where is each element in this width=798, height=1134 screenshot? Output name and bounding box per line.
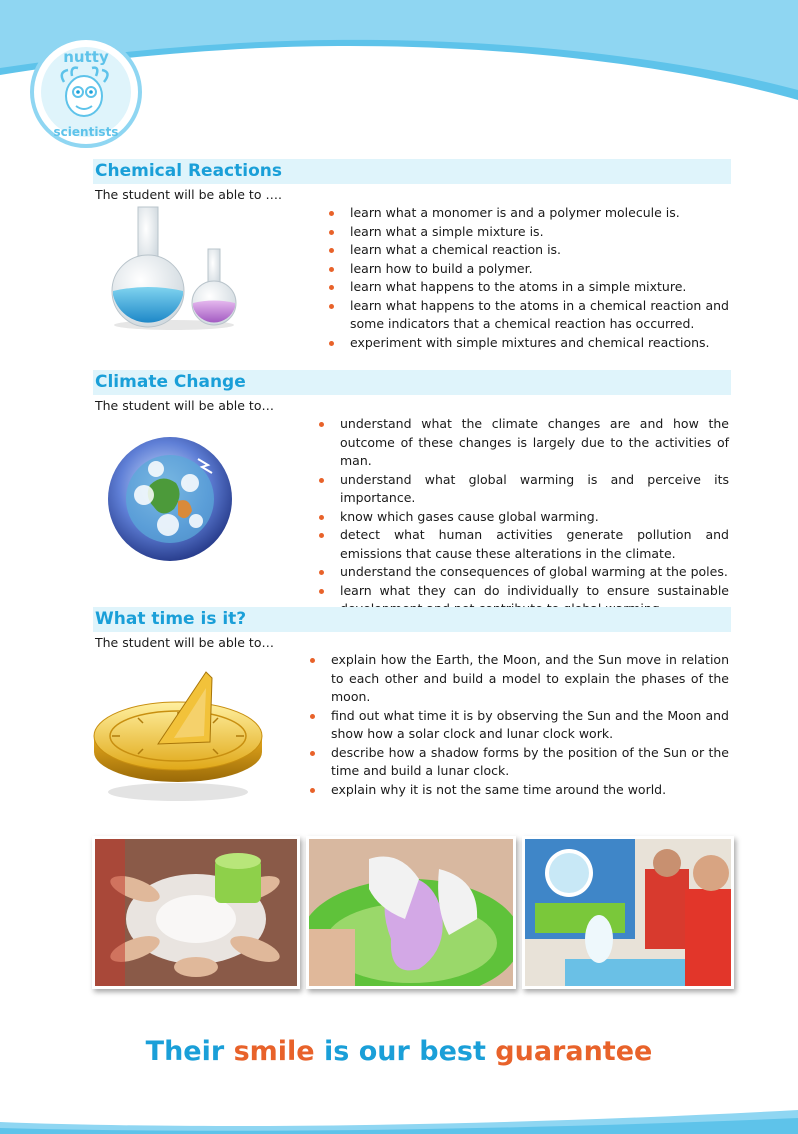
list-item: learn what a chemical reaction is. xyxy=(324,241,729,260)
list-item: learn what a simple mixture is. xyxy=(324,223,729,242)
list-item: detect what human activities generate pollution and emissions that cause these alterations in the climate. xyxy=(314,526,729,563)
bottom-wave-banner xyxy=(0,1100,798,1134)
list-item: learn what they can do individually to ensure sustainable xyxy=(314,582,729,619)
logo-text-top: nutty xyxy=(63,48,109,66)
list-item: understand the consequences of global warming at the poles. xyxy=(314,563,729,582)
list-item: learn what happens to the atoms in a simple mixture. xyxy=(324,278,729,297)
list-item: learn what a monomer is and a polymer molecule is. xyxy=(324,204,729,223)
list-item: explain why it is not the same time around the world. xyxy=(305,781,729,800)
photo-hands-experiment-image xyxy=(95,839,297,986)
section-title: Chemical Reactions xyxy=(95,161,282,181)
list-item: experiment with simple mixtures and chemical reactions. xyxy=(324,334,729,353)
list-item: understand what global warming is and perceive its importance. xyxy=(314,471,729,508)
photo-students-lab-image xyxy=(525,839,731,986)
section-intro: The student will be able to …. xyxy=(95,187,282,202)
slogan-part-3: is our best xyxy=(314,1036,496,1067)
sundial-image xyxy=(88,666,270,806)
section-intro: The student will be able to… xyxy=(95,398,274,413)
list-item: find out what time it is by observing the Sun and the Moon and show how a solar clock and lunar clock work. xyxy=(305,707,729,744)
section-title: Climate Change xyxy=(95,372,246,392)
photo-hands-experiment xyxy=(92,836,300,989)
section-intro: The student will be able to… xyxy=(95,635,274,650)
list-item: understand what the climate changes are and how the outcome of these changes is largely due to the activities of man. xyxy=(314,415,729,471)
list-item: learn what happens to the atoms in a chemical reaction and some indicators that a chemical reaction has occurred. xyxy=(324,297,729,334)
section-header-chemical-reactions xyxy=(93,159,731,184)
list-item: learn how to build a polymer. xyxy=(324,260,729,279)
slogan-guarantee: guarantee xyxy=(495,1036,653,1067)
section-header-what-time-is-it xyxy=(93,607,731,632)
section-title: What time is it? xyxy=(95,609,247,629)
photo-polymer-gloves xyxy=(306,836,516,989)
bullet-list-chemical-reactions xyxy=(324,204,729,352)
list-item: describe how a shadow forms by the position of the Sun or the time and build a lunar clock. xyxy=(305,744,729,781)
bullet-list-climate-change xyxy=(314,415,729,619)
logo-text-bottom: scientists xyxy=(53,125,119,139)
slogan xyxy=(0,1036,798,1067)
list-item: explain how the Earth, the Moon, and the Sun move in relation to each other and build a model to explain the phases of the moon. xyxy=(305,651,729,707)
slogan-part-1: Their xyxy=(145,1036,234,1067)
globe-image xyxy=(104,435,236,565)
slogan-smile: smile xyxy=(233,1036,315,1067)
photo-polymer-gloves-image xyxy=(309,839,513,986)
photo-students-lab xyxy=(522,836,734,989)
list-item: know which gases cause global warming. xyxy=(314,508,729,527)
flasks-image xyxy=(108,203,240,331)
nutty-scientists-logo xyxy=(28,36,144,148)
section-header-climate-change xyxy=(93,370,731,395)
bullet-list-what-time-is-it xyxy=(305,651,729,799)
